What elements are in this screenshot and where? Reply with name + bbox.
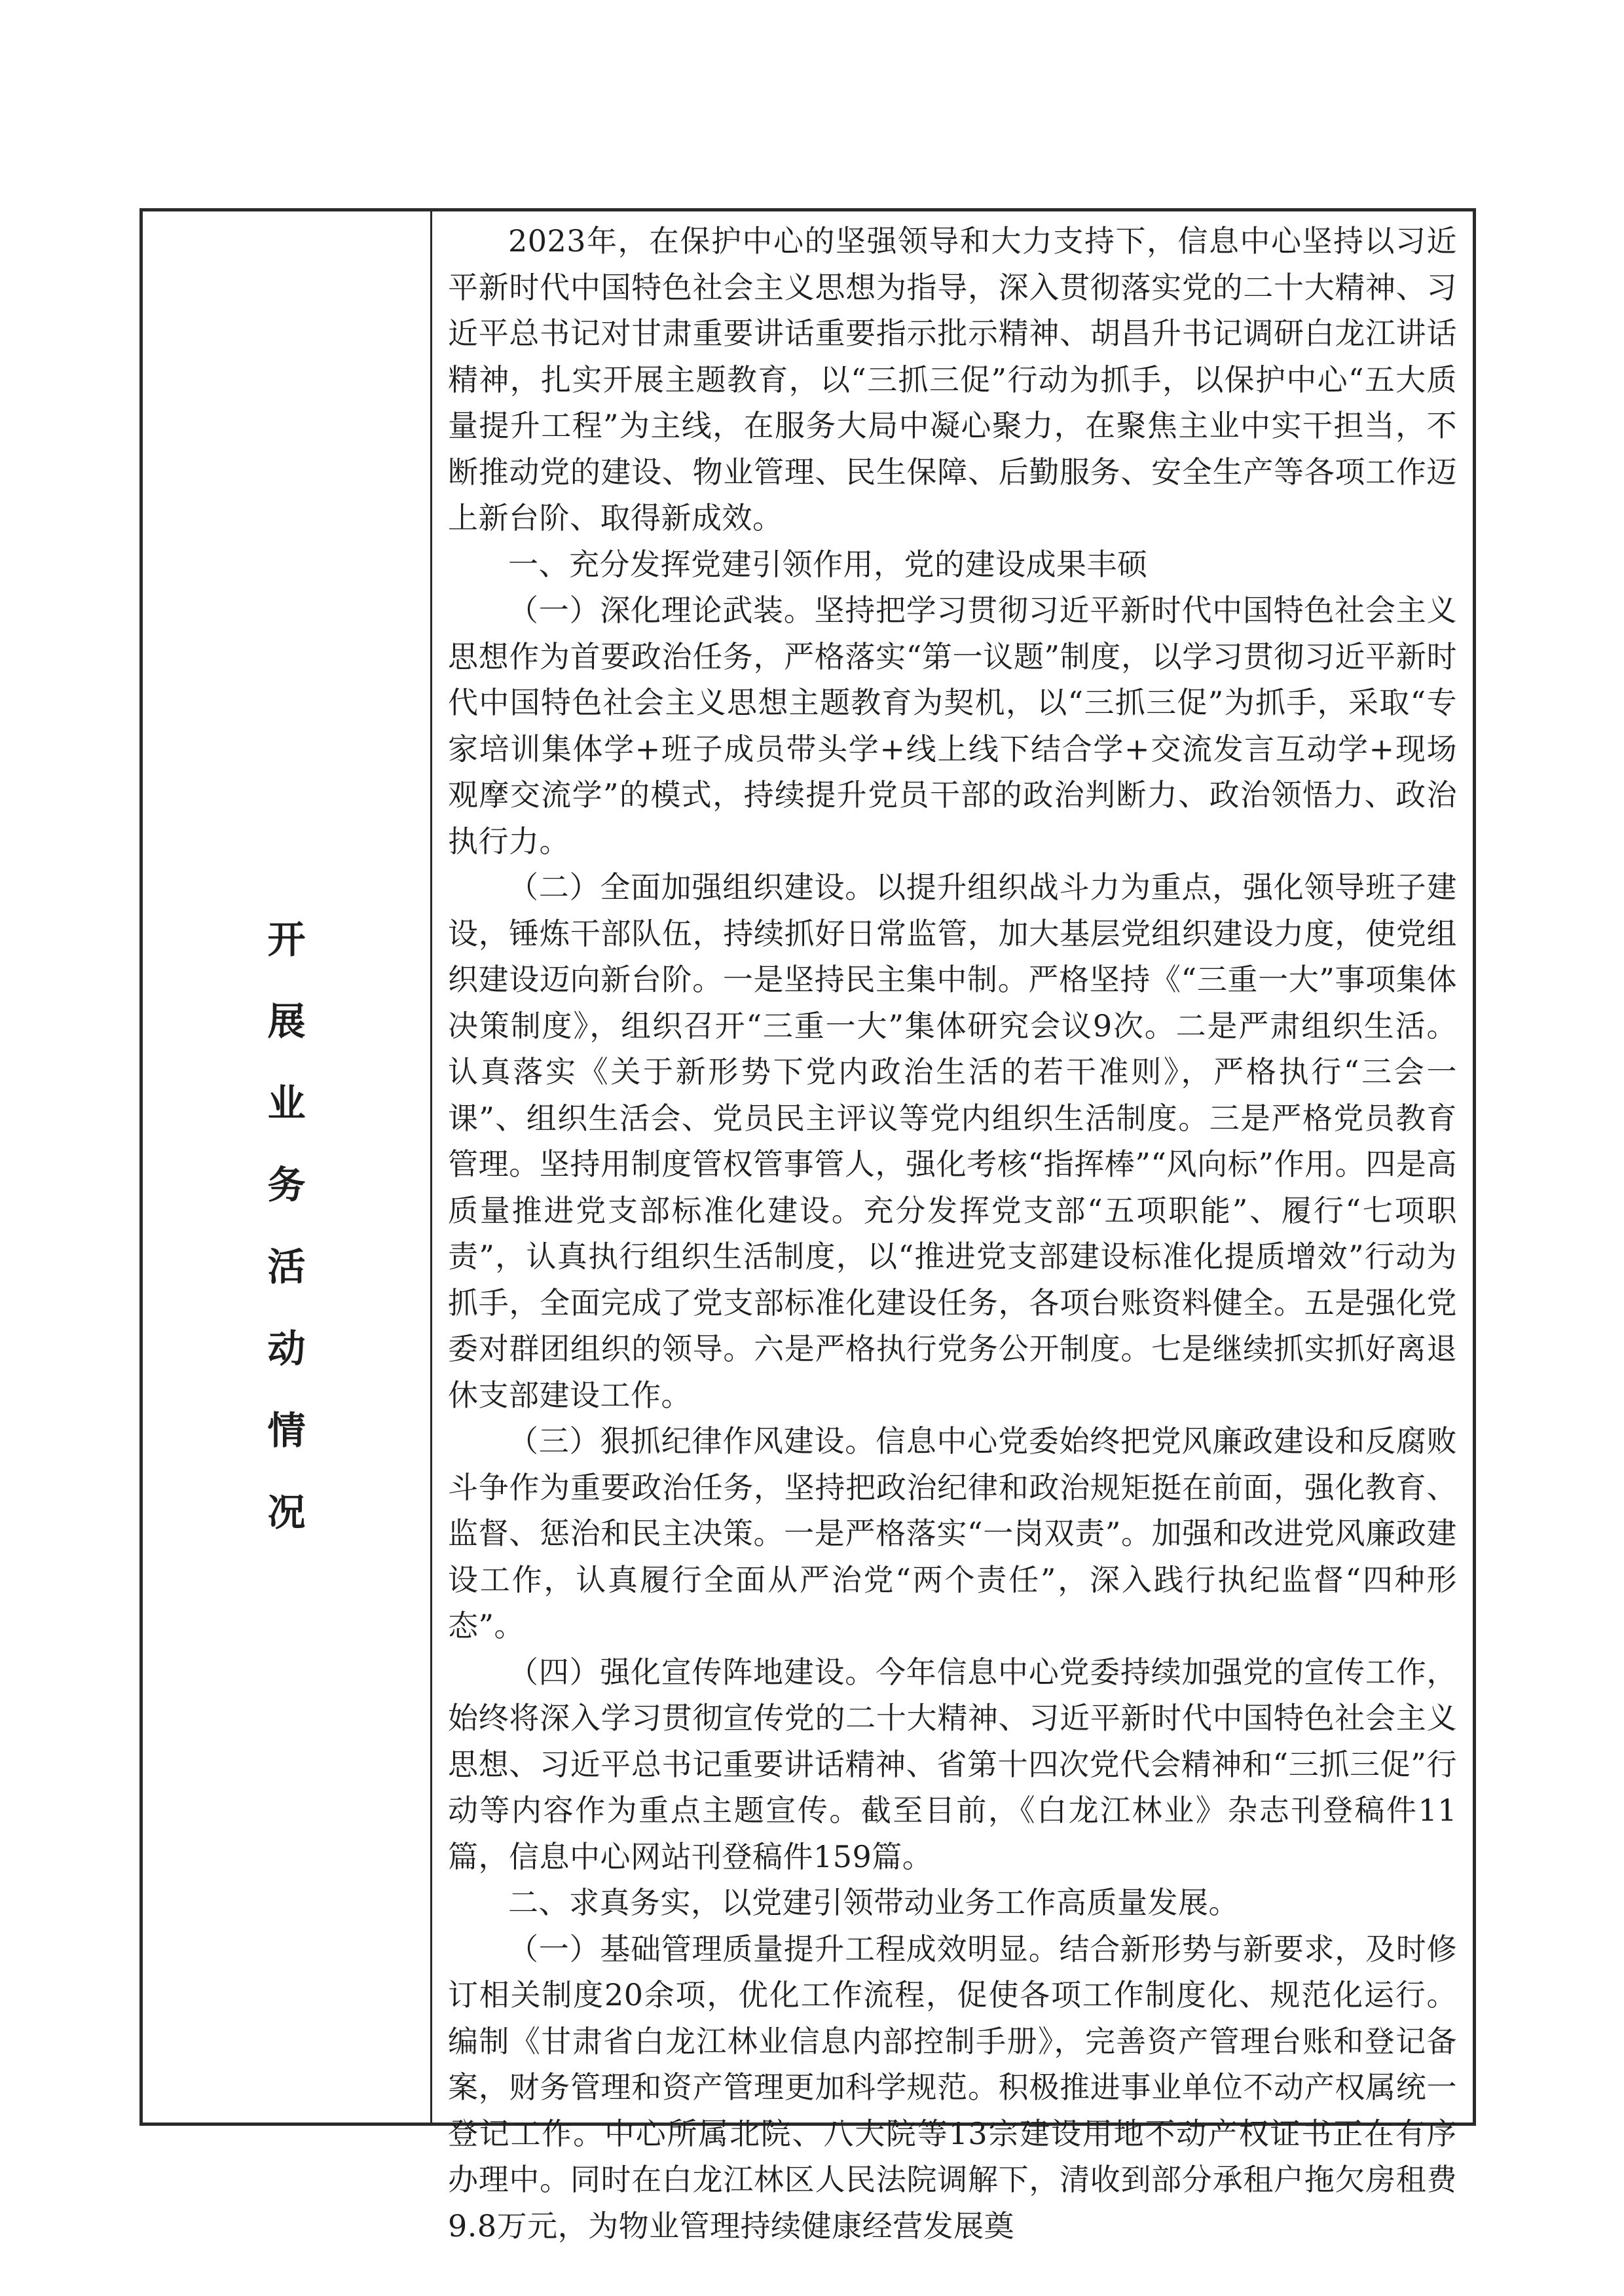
paragraph-management: （一）基础管理质量提升工程成效明显。结合新形势与新要求，及时修订相关制度20余项，优化工作流程，促使各项工作制度化、规范化运行。编制《甘肃省白龙江林业信息内部控制手册》，完善资产管理台账和登记备案，财务管理和资产管理更加科学规范。积极推进事业单位不动产权属统一登记工作。中心所属北院、八大院等13宗建设用地不动产权证书正在有序办理中。同时在白龙江林区人民法院调解下，清收到部分承租户拖欠房租费9.8万元，为物业管理持续健康经营发展奠 bbox=[448, 1931, 1457, 2244]
paragraph-organization: （二）全面加强组织建设。以提升组织战斗力为重点，强化领导班子建设，锤炼干部队伍，持续抓好日常监管，加大基层党组织建设力度，使党组织建设迈向新台阶。一是坚持民主集中制。严格坚持《“三重一大”事项集体决策制度》，组织召开“三重一大”集体研究会议9次。二是严肃组织生活。认真落实《关于新形势下党内政治生活的若干准则》，严格执行“三会一课”、组织生活会、党员民主评议等党内组织生活制度。三是严格党员教育管理。坚持用制度管权管事管人，强化考核“指挥棒”“风向标”作用。四是高质量推进党支部标准化建设。充分发挥党支部“五项职能”、履行“七项职责”，认真执行组织生活制度，以“推进党支部建设标准化提质增效”行动为抓手，全面完成了党支部标准化建设任务，各项台账资料健全。五是强化党委对群团组织的领导。六是严格执行党务公开制度。七是继续抓实抓好离退休支部建设工作。 bbox=[448, 869, 1457, 1413]
label-char: 活 bbox=[267, 1245, 306, 1289]
section-heading-2: 二、求真务实，以党建引领带动业务工作高质量发展。 bbox=[508, 1885, 1239, 1920]
paragraph-publicity: （四）强化宣传阵地建设。今年信息中心党委持续加强党的宣传工作，始终将深入学习贯彻宣传党的二十大精神、习近平新时代中国特色社会主义思想、习近平总书记重要讲话精神、省第十四次党代会精神和“三抓三促”行动等内容作为重点主题宣传。截至目前，《白龙江林业》杂志刊登稿件11篇，信息中心网站刊登稿件159篇。 bbox=[448, 1654, 1457, 1874]
label-char: 动 bbox=[267, 1326, 306, 1371]
content-cell bbox=[432, 211, 1473, 2244]
form-table bbox=[139, 208, 1476, 2244]
label-cell bbox=[143, 211, 432, 2123]
label-char: 业 bbox=[267, 1081, 306, 1125]
paragraph-discipline: （三）狠抓纪律作风建设。信息中心党委始终把党风廉政建设和反腐败斗争作为重要政治任务，坚持把政治纪律和政治规矩挺在前面，强化教育、监督、惩治和民主决策。一是严格落实“一岗双责”。加强和改进党风廉政建设工作，认真履行全面从严治党“两个责任”，深入践行执纪监督“四种形态”。 bbox=[448, 1423, 1457, 1643]
label-char: 况 bbox=[267, 1490, 306, 1535]
section-heading-1: 一、充分发挥党建引领作用，党的建设成果丰硕 bbox=[508, 546, 1148, 582]
label-char: 开 bbox=[267, 917, 306, 962]
row-label-vertical bbox=[143, 899, 430, 1554]
paragraph-theory: （一）深化理论武装。坚持把学习贯彻习近平新时代中国特色社会主义思想作为首要政治任务，严格落实“第一议题”制度，以学习贯彻习近平新时代中国特色社会主义思想主题教育为契机，以“三抓三促”为抓手，采取“专家培训集体学+班子成员带头学+线上线下结合学+交流发言互动学+现场观摩交流学”的模式，持续提升党员干部的政治判断力、政治领悟力、政治执行力。 bbox=[448, 592, 1457, 859]
label-char: 务 bbox=[267, 1163, 306, 1207]
intro-paragraph: 2023年，在保护中心的坚强领导和大力支持下，信息中心坚持以习近平新时代中国特色社会主义思想为指导，深入贯彻落实党的二十大精神、习近平总书记对甘肃重要讲话重要指示批示精神、胡昌升书记调研白龙江讲话精神，扎实开展主题教育，以“三抓三促”行动为抓手，以保护中心“五大质量提升工程”为主线，在服务大局中凝心聚力，在聚焦主业中实干担当，不断推动党的建设、物业管理、民生保障、后勤服务、安全生产等各项工作迈上新台阶、取得新成效。 bbox=[448, 223, 1457, 536]
label-char: 展 bbox=[267, 999, 306, 1044]
label-char: 情 bbox=[267, 1408, 306, 1453]
